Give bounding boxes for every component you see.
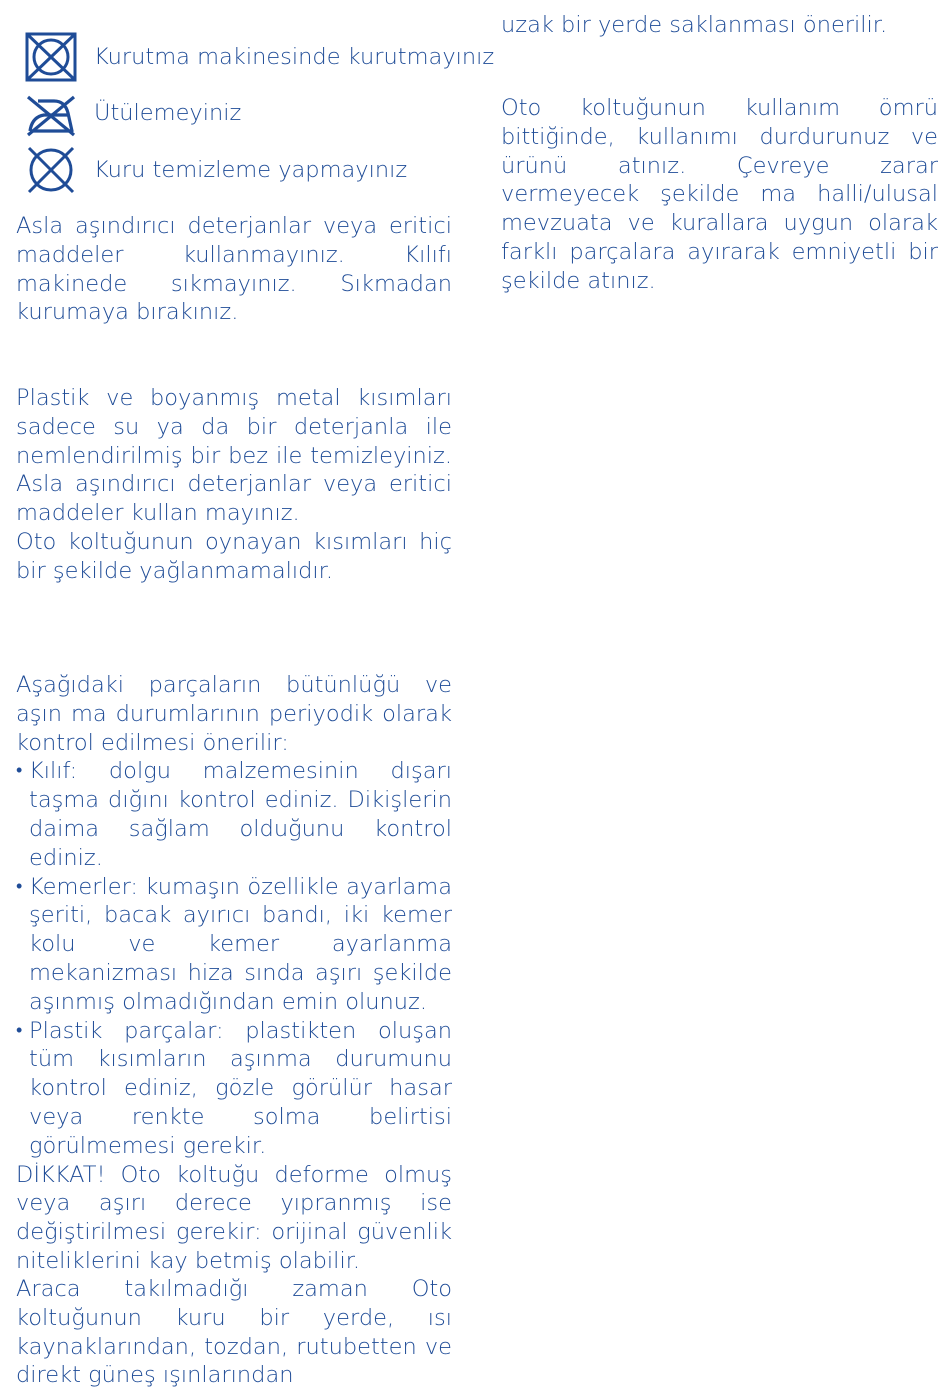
plastic-care-section xyxy=(16,384,452,586)
fabric-care-section xyxy=(16,212,452,327)
moving-parts-text: Oto koltuğunun oynayan kısımları hiç bir şekilde yağlanmamalıdır. xyxy=(16,528,452,584)
care-symbol-label: Ütülemeyiniz xyxy=(94,100,242,126)
care-symbol-label: Kurutma makinesinde kurutmayınız xyxy=(94,44,495,70)
no-iron-icon xyxy=(22,87,80,139)
list-item: • Plastik parçalar: plastikten oluşan tüm kısımların aşınma durumunu kontrol ediniz, gözle görülür hasar veya renkte solma belirtisi görülmemesi gerekir. xyxy=(16,1017,452,1161)
storage-continued-text: uzak bir yerde saklanması önerilir. xyxy=(501,12,888,38)
inspection-intro: Aşağıdaki parçaların bütünlüğü ve aşın ma durumlarının periyodik olarak kontrol edilmesi önerilir: xyxy=(16,672,452,756)
no-tumble-dry-icon xyxy=(22,31,80,83)
warning-text: DİKKAT! Oto koltuğu deforme olmuş veya aşırı derece yıpranmış ise değiştirilmesi gerekir: orijinal güvenlik niteliklerini kay betmiş olabilir. xyxy=(16,1161,452,1274)
inspection-section xyxy=(16,671,452,1276)
disposal-section xyxy=(501,94,938,296)
care-symbol-label: Kuru temizleme yapmayınız xyxy=(94,157,408,183)
list-item: • Kemerler: kumaşın özellikle ayarlama şeriti, bacak ayırıcı bandı, iki kemer kolu ve kemer ayarlanma mekanizması hiza sında aşırı şekilde aşınmış olmadığından emin olunuz. xyxy=(16,873,452,1017)
fabric-care-text: Asla aşındırıcı deterjanlar veya eritici maddeler kullanmayınız. Kılıfı makinede sıkmayınız. Sıkmadan kurumaya bırakınız. xyxy=(16,213,452,326)
storage-continued-section xyxy=(501,11,938,40)
care-symbol-no-dry-clean xyxy=(22,142,407,198)
plastic-care-text: Plastik ve boyanmış metal kısımları sadece su ya da bir deterjanla ile nemlendirilmiş bir bez ile temizleyiniz. Asla aşındırıcı deterjanlar veya eritici maddeler kullan mayınız. xyxy=(16,385,452,527)
no-dry-clean-icon xyxy=(22,144,80,196)
disposal-text: Oto koltuğunun kullanım ömrü bittiğinde, kullanımı durdurunuz ve ürünü atınız. Çevreye zarar vermeyecek şekilde ma halli/ulusal mevzuata ve kurallara uygun olarak farklı parçalara ayırarak emniyetli bir şekilde atınız. xyxy=(501,95,938,294)
inspection-list xyxy=(16,757,452,1160)
storage-section xyxy=(16,1275,452,1390)
care-symbol-no-tumble-dry xyxy=(22,29,494,85)
care-symbol-no-iron xyxy=(22,85,241,141)
storage-text: Araca takılmadığı zaman Oto koltuğunun kuru bir yerde, ısı kaynaklarından, tozdan, rutubetten ve direkt güneş ışınlarından xyxy=(16,1276,452,1389)
list-item: • Kılıf: dolgu malzemesinin dışarı taşma dığını kontrol ediniz. Dikişlerin daima sağlam olduğunu kontrol ediniz. xyxy=(16,757,452,872)
